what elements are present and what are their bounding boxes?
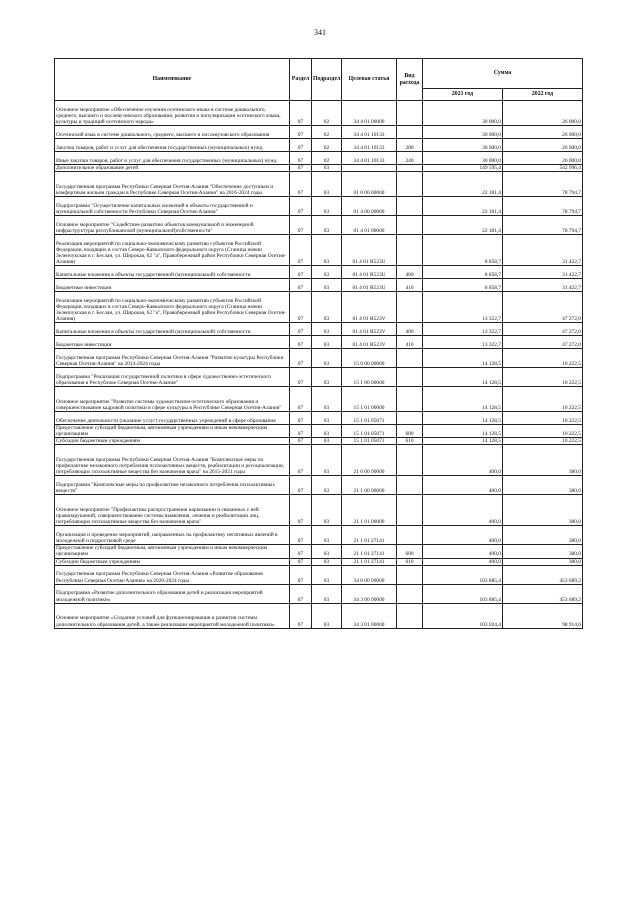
cell-name: Осетинский язык в системе дошкольного, среднего, высшего и послевузовского образования — [55, 126, 290, 139]
cell-y2: 380,0 — [503, 495, 583, 526]
cell-vr — [397, 197, 423, 216]
cell-pr: 03 — [312, 336, 342, 349]
budget-table — [54, 58, 583, 629]
table-row — [55, 152, 583, 165]
cell-vr: 410 — [397, 336, 423, 349]
cell-pr: 03 — [312, 445, 342, 476]
cell-rz: 07 — [290, 526, 312, 545]
cell-cs: 01 4 01 R523V — [342, 336, 397, 349]
cell-y2: 31 422,7 — [503, 279, 583, 292]
cell-y1: 400,0 — [423, 558, 503, 565]
cell-rz: 07 — [290, 235, 312, 266]
cell-y2: 78 794,7 — [503, 197, 583, 216]
cell-vr — [397, 412, 423, 425]
cell-y1: 149 595,4 — [423, 165, 503, 172]
cell-y2: 10 222,5 — [503, 412, 583, 425]
cell-vr: 200 — [397, 139, 423, 152]
cell-y2: 10 222,5 — [503, 425, 583, 438]
cell-rz: 07 — [290, 323, 312, 336]
cell-name: Капитальные вложения в объекты государственной (муниципальной) собственности — [55, 266, 290, 279]
cell-cs: 34 4 01 00000 — [342, 101, 397, 126]
cell-y2: 10 222,5 — [503, 438, 583, 445]
cell-name: Бюджетные инвестиции — [55, 279, 290, 292]
cell-rz: 07 — [290, 336, 312, 349]
cell-y1: 400,0 — [423, 526, 503, 545]
table-row — [55, 216, 583, 235]
cell-y2: 10 222,5 — [503, 349, 583, 368]
cell-cs: 01 4 01 R523U — [342, 279, 397, 292]
cell-pr: 03 — [312, 387, 342, 412]
cell-cs: 21 0 00 00000 — [342, 445, 397, 476]
cell-vr — [397, 165, 423, 172]
cell-rz: 07 — [290, 368, 312, 387]
header-name: Наименование — [55, 59, 290, 101]
cell-vr: 610 — [397, 558, 423, 565]
cell-y2: 380,0 — [503, 476, 583, 495]
table-row — [55, 292, 583, 323]
cell-y1: 8 858,7 — [423, 279, 503, 292]
cell-name: Основное мероприятие «Обеспечение изучения осетинского языка в системе дошкольного, среднего, высшего и послевузовского образования, развития и популяризации осетинского языка, культуры и традиций осетинского народа» — [55, 101, 290, 126]
table-row — [55, 368, 583, 387]
table-row — [55, 387, 583, 412]
page-number: 341 — [314, 28, 326, 37]
cell-name: Подпрограмма «Развитие дополнительного образования детей и реализация мероприятий молодежной политики» — [55, 584, 290, 603]
table-row — [55, 279, 583, 292]
cell-pr: 03 — [312, 368, 342, 387]
cell-rz: 07 — [290, 565, 312, 584]
header-target: Целевая статья — [342, 59, 397, 101]
cell-vr — [397, 565, 423, 584]
cell-y2: 78 794,7 — [503, 172, 583, 197]
table-row — [55, 101, 583, 126]
cell-name: Государственная программа Республики Северная Осетия-Алания "Развитие культуры Республики Северная Осетия-Алания" на 2014-2024 годы — [55, 349, 290, 368]
cell-y1: 22 181,4 — [423, 216, 503, 235]
cell-rz: 07 — [290, 412, 312, 425]
cell-y2: 10 222,5 — [503, 387, 583, 412]
cell-y1: 13 322,7 — [423, 292, 503, 323]
cell-rz: 07 — [290, 387, 312, 412]
cell-rz: 07 — [290, 584, 312, 603]
table-row — [55, 412, 583, 425]
cell-y2: 47 272,0 — [503, 323, 583, 336]
cell-cs: 15 1 01 00000 — [342, 387, 397, 412]
cell-cs: 34 0 00 00000 — [342, 565, 397, 584]
cell-y2: 26 000,0 — [503, 152, 583, 165]
cell-name: Предоставление субсидий бюджетным, автономным учреждениям и иным некоммерческим организациям — [55, 425, 290, 438]
cell-vr — [397, 495, 423, 526]
header-exp-type: Вид расхода — [397, 59, 423, 101]
cell-cs: 01 4 01 R523U — [342, 266, 397, 279]
table-row — [55, 476, 583, 495]
cell-cs: 21 1 01 00000 — [342, 495, 397, 526]
cell-rz: 07 — [290, 349, 312, 368]
table-row — [55, 139, 583, 152]
table-row — [55, 558, 583, 565]
cell-y1: 400,0 — [423, 545, 503, 558]
table-row — [55, 495, 583, 526]
cell-y2: 380,0 — [503, 526, 583, 545]
cell-name: Основное мероприятие "Содействие развитию объектов коммунальной и инженерной инфраструктуры республиканской (муниципальной)собственности" — [55, 216, 290, 235]
cell-name: Субсидии бюджетным учреждениям — [55, 438, 290, 445]
cell-y1: 30 000,0 — [423, 126, 503, 139]
cell-y1: 13 322,7 — [423, 323, 503, 336]
cell-y1: 14 128,5 — [423, 412, 503, 425]
cell-pr: 03 — [312, 292, 342, 323]
cell-y1: 400,0 — [423, 445, 503, 476]
cell-rz: 07 — [290, 445, 312, 476]
cell-rz: 07 — [290, 152, 312, 165]
cell-rz: 07 — [290, 545, 312, 558]
cell-name: Организация и проведение мероприятий, направленных на профилактику негативных явлений в молодежной и подростковой среде — [55, 526, 290, 545]
table-row — [55, 545, 583, 558]
cell-cs: 01 4 00 00000 — [342, 197, 397, 216]
cell-pr: 02 — [312, 152, 342, 165]
cell-cs: 01 4 01 R523V — [342, 323, 397, 336]
cell-name: Обеспечение деятельности (оказание услуг) государственных учреждений в сфере образования — [55, 412, 290, 425]
cell-y1: 8 858,7 — [423, 235, 503, 266]
cell-cs: 34 4 01 10133 — [342, 152, 397, 165]
cell-y1: 8 858,7 — [423, 266, 503, 279]
cell-name: Реализация мероприятий по социально-экономическому развитию субъектов Российской Федерации, входящих в состав Северо-Кавказского федерального округа (Станица имени Зеленчукская в г. Беслан, ул. Широкая, 62 "а", Правобережный район Республики Северная Осетия-Алания) — [55, 235, 290, 266]
cell-pr: 03 — [312, 438, 342, 445]
cell-name: Государственная программа Республики Северная Осетия-Алания «Развитие образования Республики Северная Осетия-Алания» на 2020-2024 годы — [55, 565, 290, 584]
cell-rz: 07 — [290, 558, 312, 565]
header-section: Раздел — [290, 59, 312, 101]
cell-y1: 14 128,5 — [423, 438, 503, 445]
header-subsection: Подраздел — [312, 59, 342, 101]
cell-cs: 15 1 01 05071 — [342, 412, 397, 425]
cell-rz: 07 — [290, 292, 312, 323]
cell-vr — [397, 235, 423, 266]
cell-vr: 400 — [397, 266, 423, 279]
cell-vr — [397, 216, 423, 235]
cell-y2: 542 996,4 — [503, 165, 583, 172]
cell-y2: 47 272,0 — [503, 336, 583, 349]
cell-pr: 03 — [312, 279, 342, 292]
cell-pr: 03 — [312, 584, 342, 603]
cell-pr: 03 — [312, 558, 342, 565]
cell-cs: 15 0 00 00000 — [342, 349, 397, 368]
cell-pr: 03 — [312, 235, 342, 266]
cell-pr: 03 — [312, 495, 342, 526]
cell-name: Подпрограмма "Реализация государственной политики в сфере художественно-эстетического образования в Республике Северная Осетия-Алания" — [55, 368, 290, 387]
cell-pr: 03 — [312, 603, 342, 628]
cell-name: Государственная программа Республики Северная Осетия-Алания "Комплексные меры по профилактике незаконного потребления психоактивных веществ, реабилитации и ресоциализации, потребляющих психоактивные вещества без назначения врача" на 2015-2021 годы — [55, 445, 290, 476]
cell-name: Подпрограмма "Осуществление капитальных вложений в объекты государственной и муниципальной собственности Республики Северная Осетия-Алания" — [55, 197, 290, 216]
cell-rz: 07 — [290, 266, 312, 279]
cell-name: Субсидии бюджетным учреждениям — [55, 558, 290, 565]
cell-rz: 07 — [290, 165, 312, 172]
table-row — [55, 126, 583, 139]
cell-vr: 610 — [397, 438, 423, 445]
cell-pr: 03 — [312, 323, 342, 336]
cell-pr: 03 — [312, 526, 342, 545]
cell-rz: 07 — [290, 197, 312, 216]
header-2022: 2022 год — [503, 89, 583, 101]
table-row — [55, 172, 583, 197]
cell-vr — [397, 349, 423, 368]
cell-cs: 01 4 01 00000 — [342, 216, 397, 235]
cell-vr: 600 — [397, 545, 423, 558]
cell-vr — [397, 387, 423, 412]
cell-rz: 07 — [290, 279, 312, 292]
cell-vr: 240 — [397, 152, 423, 165]
cell-pr: 03 — [312, 197, 342, 216]
cell-y1: 103 885,4 — [423, 565, 503, 584]
cell-y1: 14 128,5 — [423, 387, 503, 412]
table-row — [55, 336, 583, 349]
cell-rz: 07 — [290, 476, 312, 495]
cell-pr: 03 — [312, 349, 342, 368]
cell-y1: 13 322,7 — [423, 336, 503, 349]
cell-pr: 03 — [312, 172, 342, 197]
cell-pr: 03 — [312, 412, 342, 425]
table-row — [55, 526, 583, 545]
cell-y2: 453 689,2 — [503, 565, 583, 584]
cell-y2: 453 689,2 — [503, 584, 583, 603]
cell-y2: 98 914,6 — [503, 603, 583, 628]
cell-rz: 07 — [290, 425, 312, 438]
header-sum: Сумма — [423, 59, 583, 89]
cell-y2: 26 000,0 — [503, 126, 583, 139]
table-row — [55, 565, 583, 584]
cell-vr — [397, 101, 423, 126]
cell-name: Основное мероприятие «Создание условий для функционирования и развития системы дополнительного образования детей, а также реализации мероприятий молодежной политики» — [55, 603, 290, 628]
cell-rz: 07 — [290, 139, 312, 152]
table-row — [55, 445, 583, 476]
cell-name: Основное мероприятие "Профилактика распространения наркомании и связанных с ней правонарушений, совершенствование системы выявления, лечения и реабилитации лиц, потребляющих психоактивные вещества без назначения врача" — [55, 495, 290, 526]
cell-y1: 400,0 — [423, 476, 503, 495]
cell-y1: 30 000,0 — [423, 101, 503, 126]
cell-y2: 31 422,7 — [503, 235, 583, 266]
table-row — [55, 584, 583, 603]
cell-cs: 34 3 00 00000 — [342, 584, 397, 603]
cell-vr: 400 — [397, 323, 423, 336]
table-body — [55, 101, 583, 629]
table-row — [55, 235, 583, 266]
cell-cs: 34 4 01 10133 — [342, 139, 397, 152]
cell-rz: 07 — [290, 495, 312, 526]
cell-pr: 02 — [312, 139, 342, 152]
table-row — [55, 323, 583, 336]
cell-y2: 26 000,0 — [503, 101, 583, 126]
cell-cs: 15 1 00 00000 — [342, 368, 397, 387]
cell-cs: 01 0 00 00000 — [342, 172, 397, 197]
cell-name: Основное мероприятие "Развитие системы художественно-эстетического образования и совершенствование кадровой политики в сфере культуры в Республике Северная Осетия-Алания" — [55, 387, 290, 412]
cell-y2: 10 222,5 — [503, 368, 583, 387]
cell-y1: 103 024,4 — [423, 603, 503, 628]
cell-vr: 410 — [397, 279, 423, 292]
cell-rz: 07 — [290, 101, 312, 126]
cell-vr: 600 — [397, 425, 423, 438]
cell-vr — [397, 476, 423, 495]
cell-y2: 380,0 — [503, 545, 583, 558]
cell-pr: 03 — [312, 165, 342, 172]
cell-vr — [397, 126, 423, 139]
cell-y1: 103 885,4 — [423, 584, 503, 603]
cell-cs: 15 1 01 05071 — [342, 425, 397, 438]
cell-cs: 21 1 01 27141 — [342, 545, 397, 558]
cell-pr: 03 — [312, 266, 342, 279]
table-row — [55, 266, 583, 279]
cell-y1: 22 181,4 — [423, 197, 503, 216]
cell-pr: 03 — [312, 425, 342, 438]
cell-name: Дополнительное образование детей — [55, 165, 290, 172]
cell-name: Государственная программа Республики Северная Осетия-Алания "Обеспечение доступным и комфортным жильем граждан в Республике Северная Осетия-Алания" на 2016-2024 годы — [55, 172, 290, 197]
cell-y1: 14 128,5 — [423, 425, 503, 438]
cell-y2: 26 000,0 — [503, 139, 583, 152]
cell-cs: 15 1 01 05071 — [342, 438, 397, 445]
cell-y2: 31 422,7 — [503, 266, 583, 279]
cell-pr: 02 — [312, 101, 342, 126]
cell-y1: 30 000,0 — [423, 139, 503, 152]
cell-y1: 400,0 — [423, 495, 503, 526]
cell-pr: 02 — [312, 126, 342, 139]
cell-y1: 14 128,5 — [423, 349, 503, 368]
table-row — [55, 165, 583, 172]
cell-y2: 47 272,0 — [503, 292, 583, 323]
cell-vr — [397, 584, 423, 603]
table-row — [55, 603, 583, 628]
cell-y2: 380,0 — [503, 558, 583, 565]
cell-vr — [397, 603, 423, 628]
cell-cs — [342, 165, 397, 172]
cell-pr: 03 — [312, 216, 342, 235]
cell-pr: 03 — [312, 476, 342, 495]
cell-y2: 78 794,7 — [503, 216, 583, 235]
cell-name: Подпрограмма "Комплексные меры по профилактике незаконного потребления психоактивных веществ" — [55, 476, 290, 495]
cell-name: Бюджетные инвестиции — [55, 336, 290, 349]
cell-y1: 30 000,0 — [423, 152, 503, 165]
cell-vr — [397, 292, 423, 323]
cell-rz: 07 — [290, 126, 312, 139]
table-row — [55, 197, 583, 216]
cell-name: Предоставление субсидий бюджетным, автономным учреждениям и иным некоммерческим организациям — [55, 545, 290, 558]
cell-name: Капитальные вложения в объекты государственной (муниципальной) собственности — [55, 323, 290, 336]
cell-name: Закупка товаров, работ и услуг для обеспечения государственных (муниципальных) нужд — [55, 139, 290, 152]
header-2021: 2021 год — [423, 89, 503, 101]
cell-name: Реализация мероприятий по социально-экономическому развитию субъектов Российской Федерации, входящих в состав Северо-Кавказского федерального округа (Станица имени Зеленчукская в г. Беслан, ул. Широкая, 62 "а", Правобережный район Республики Северная Осетия-Алания) — [55, 292, 290, 323]
table-row — [55, 349, 583, 368]
cell-cs: 21 1 01 27141 — [342, 526, 397, 545]
cell-cs: 34 4 01 10133 — [342, 126, 397, 139]
table-row — [55, 425, 583, 438]
cell-y2: 380,0 — [503, 445, 583, 476]
cell-rz: 07 — [290, 216, 312, 235]
cell-vr — [397, 445, 423, 476]
cell-y1: 14 128,5 — [423, 368, 503, 387]
cell-vr — [397, 172, 423, 197]
cell-vr — [397, 526, 423, 545]
cell-rz: 07 — [290, 603, 312, 628]
cell-cs: 34 3 01 00000 — [342, 603, 397, 628]
cell-vr — [397, 368, 423, 387]
cell-name: Иные закупки товаров, работ и услуг для обеспечения государственных (муниципальных) нужд — [55, 152, 290, 165]
cell-cs: 21 1 00 00000 — [342, 476, 397, 495]
cell-cs: 21 1 01 27141 — [342, 558, 397, 565]
cell-pr: 03 — [312, 545, 342, 558]
cell-cs: 01 4 01 R523V — [342, 292, 397, 323]
cell-y1: 22 181,4 — [423, 172, 503, 197]
table-row — [55, 438, 583, 445]
cell-pr: 03 — [312, 565, 342, 584]
cell-rz: 07 — [290, 438, 312, 445]
cell-cs: 01 4 01 R523U — [342, 235, 397, 266]
cell-rz: 07 — [290, 172, 312, 197]
